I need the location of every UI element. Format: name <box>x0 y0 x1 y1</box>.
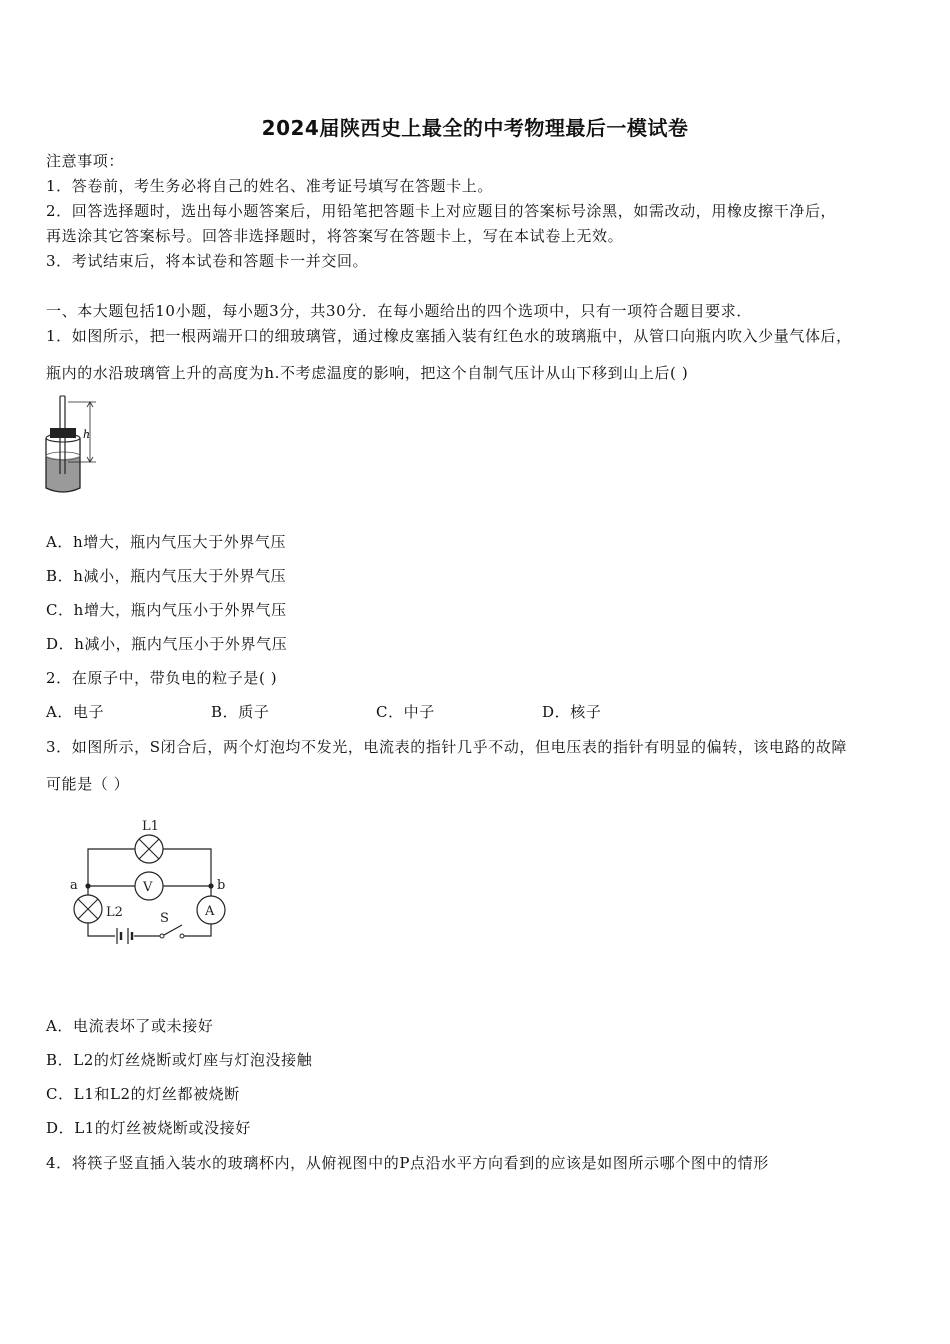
label-switch: S <box>160 911 169 926</box>
q2-option-d: D．核子 <box>542 703 602 721</box>
q2-option-a: A．电子 <box>46 703 105 721</box>
notice-item-1: 1．答卷前，考生务必将自己的姓名、准考证号填写在答题卡上。 <box>46 177 493 195</box>
q2-option-c: C．中子 <box>376 703 435 721</box>
notice-heading: 注意事项： <box>46 152 125 170</box>
q1-stem-line2: 瓶内的水沿玻璃管上升的高度为h.不考虑温度的影响，把这个自制气压计从山下移到山上后( ) <box>46 364 689 382</box>
q3-option-c: C．L1和L2的灯丝都被烧断 <box>46 1085 240 1103</box>
label-v: V <box>143 880 153 895</box>
q3-stem-line1: 3．如图所示，S闭合后，两个灯泡均不发光，电流表的指针几乎不动，但电压表的指针有明显的偏转，该电路的故障 <box>46 738 848 756</box>
barometer-figure <box>40 392 110 500</box>
q3-stem-line2: 可能是（ ） <box>46 775 130 793</box>
label-l1: L1 <box>142 819 159 834</box>
section-intro: 一、本大题包括10小题，每小题3分，共30分．在每小题给出的四个选项中，只有一项符合题目要求． <box>46 302 752 320</box>
label-node-b: b <box>217 878 226 893</box>
notice-item-3: 3．考试结束后，将本试卷和答题卡一并交回。 <box>46 252 369 270</box>
q1-option-d: D．h减小，瓶内气压小于外界气压 <box>46 635 288 653</box>
q1-stem-line1: 1．如图所示，把一根两端开口的细玻璃管，通过橡皮塞插入装有红色水的玻璃瓶中，从管口向瓶内吹入少量气体后， <box>46 327 852 345</box>
q1-option-a: A．h增大，瓶内气压大于外界气压 <box>46 533 287 551</box>
page-title: 2024届陕西史上最全的中考物理最后一模试卷 <box>261 116 689 140</box>
q2-stem: 2．在原子中，带负电的粒子是( ) <box>46 669 278 687</box>
q1-option-b: B．h减小，瓶内气压大于外界气压 <box>46 567 287 585</box>
q4-stem: 4．将筷子竖直插入装水的玻璃杯内，从俯视图中的P点沿水平方向看到的应该是如图所示哪个图中的情形 <box>46 1154 769 1172</box>
notice-item-2: 2．回答选择题时，选出每小题答案后，用铅笔把答题卡上对应题目的答案标号涂黑，如需改动，用橡皮擦干净后， <box>46 202 837 220</box>
q2-option-b: B．质子 <box>211 703 270 721</box>
notice-item-2-cont: 再选涂其它答案标号。回答非选择题时，将答案写在答题卡上，写在本试卷上无效。 <box>46 227 624 245</box>
q1-option-c: C．h增大，瓶内气压小于外界气压 <box>46 601 287 619</box>
label-h: h <box>83 428 91 441</box>
label-l2: L2 <box>106 905 123 920</box>
circuit-figure <box>62 812 242 950</box>
label-ammeter: A <box>205 904 215 919</box>
q3-option-b: B．L2的灯丝烧断或灯座与灯泡没接触 <box>46 1051 313 1069</box>
q3-option-a: A．电流表坏了或未接好 <box>46 1017 214 1035</box>
q3-option-d: D．L1的灯丝被烧断或没接好 <box>46 1119 251 1137</box>
label-node-a: a <box>70 878 78 893</box>
